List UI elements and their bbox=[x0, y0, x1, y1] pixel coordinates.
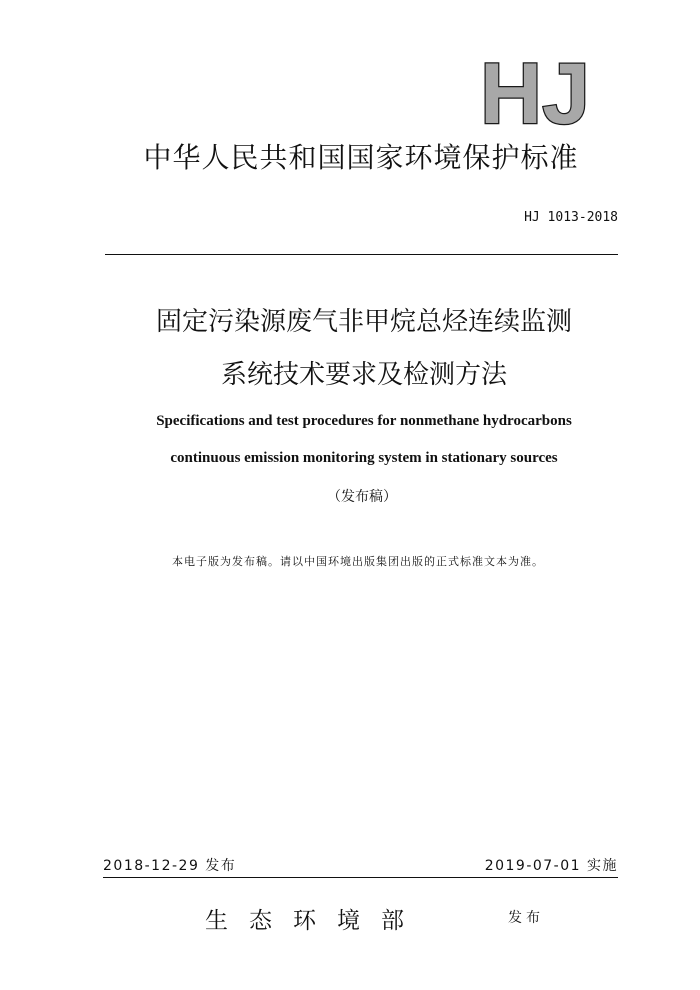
top-divider bbox=[105, 254, 618, 255]
publish-label: 发布 bbox=[508, 910, 544, 926]
implementation-date: 2019-07-01 实施 bbox=[484, 858, 618, 874]
publisher-name: 生态环境部 bbox=[205, 908, 425, 934]
title-cn-line-2: 系统技术要求及检测方法 bbox=[220, 360, 507, 390]
hj-logo-text: HJ bbox=[480, 55, 590, 127]
draft-label: （发布稿） bbox=[327, 489, 397, 505]
hj-logo bbox=[470, 55, 600, 127]
title-en-line-2: continuous emission monitoring system in stationary sources bbox=[170, 450, 558, 466]
bottom-divider bbox=[103, 877, 618, 878]
electronic-version-notice: 本电子版为发布稿。请以中国环境出版集团出版的正式标准文本为准。 bbox=[172, 555, 544, 568]
issue-date: 2018-12-29 发布 bbox=[103, 858, 237, 874]
title-cn-line-1: 固定污染源废气非甲烷总烃连续监测 bbox=[155, 307, 572, 337]
standard-number: HJ 1013-2018 bbox=[524, 210, 618, 225]
title-en-line-1: Specifications and test procedures for nonmethane hydrocarbons bbox=[156, 413, 572, 429]
header-title: 中华人民共和国国家环境保护标准 bbox=[143, 141, 579, 174]
